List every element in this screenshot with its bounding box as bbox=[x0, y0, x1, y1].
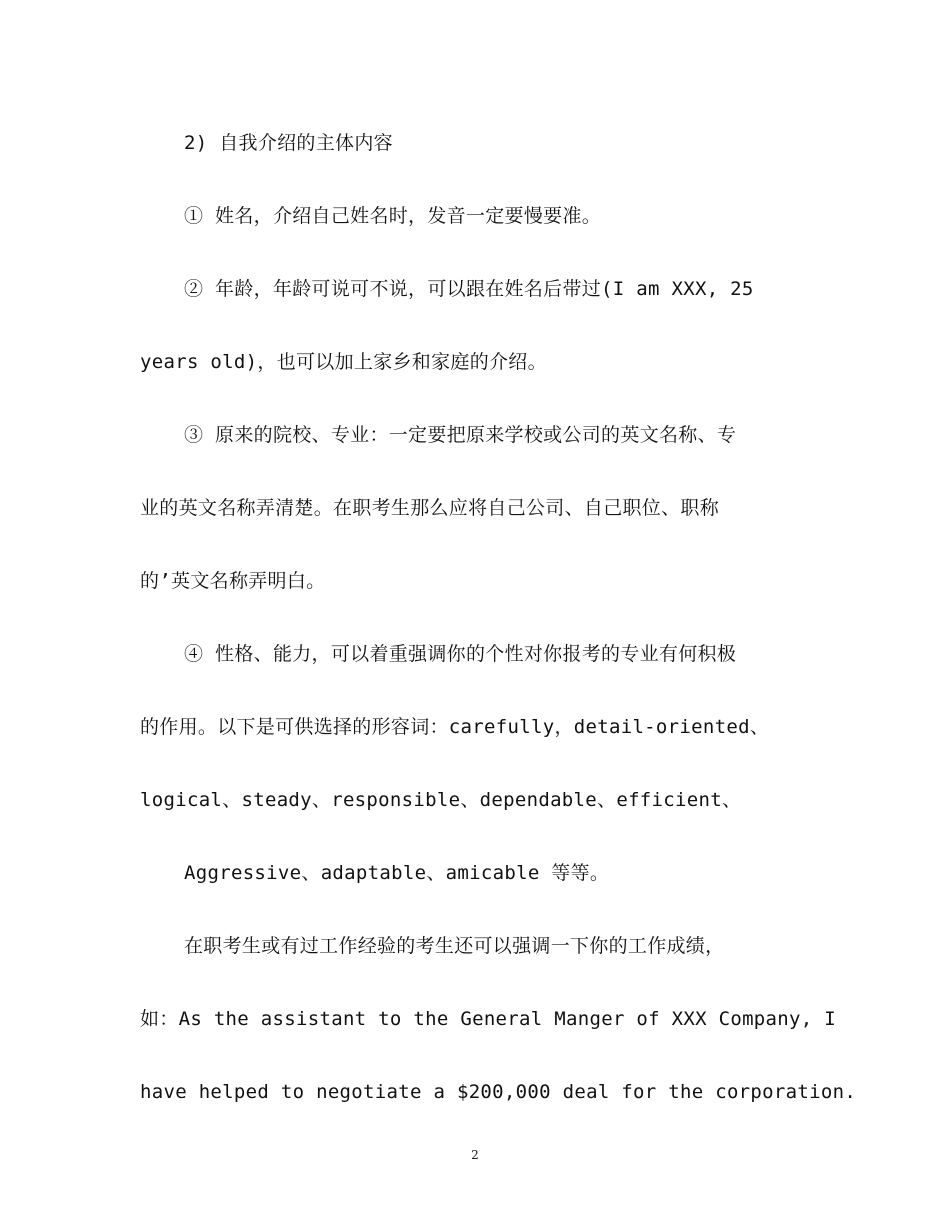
paragraph-line: ③ 原来的院校、专业：一定要把原来学校或公司的英文名称、专 bbox=[184, 424, 737, 446]
paragraph-line: Aggressive、adaptable、amicable 等等。 bbox=[184, 862, 610, 884]
paragraph-line: logical、steady、responsible、dependable、efficient、 bbox=[140, 789, 742, 811]
paragraph-line: 的作用。以下是可供选择的形容词：carefully，detail-oriented、 bbox=[140, 716, 770, 738]
paragraph-line: 业的英文名称弄清楚。在职考生那么应将自己公司、自己职位、职称 bbox=[140, 497, 720, 519]
paragraph-line: years old)，也可以加上家乡和家庭的介绍。 bbox=[140, 351, 547, 373]
paragraph-line: ② 年龄，年龄可说可不说，可以跟在姓名后带过(I am XXX, 25 bbox=[184, 278, 754, 300]
paragraph-line: 如：As the assistant to the General Manger of XXX Company, I bbox=[140, 1008, 836, 1030]
paragraph-line: have helped to negotiate a $200,000 deal for the corporation. bbox=[140, 1081, 857, 1103]
paragraph-line: 的’英文名称弄明白。 bbox=[140, 570, 326, 592]
page-number: 2 bbox=[471, 1148, 479, 1162]
paragraph-line: 在职考生或有过工作经验的考生还可以强调一下你的工作成绩， bbox=[184, 935, 725, 957]
paragraph-line: ④ 性格、能力，可以着重强调你的个性对你报考的专业有何积极 bbox=[184, 643, 737, 665]
section-heading: 2) 自我介绍的主体内容 bbox=[184, 132, 393, 154]
paragraph-line: ① 姓名，介绍自己姓名时，发音一定要慢要准。 bbox=[184, 205, 602, 227]
